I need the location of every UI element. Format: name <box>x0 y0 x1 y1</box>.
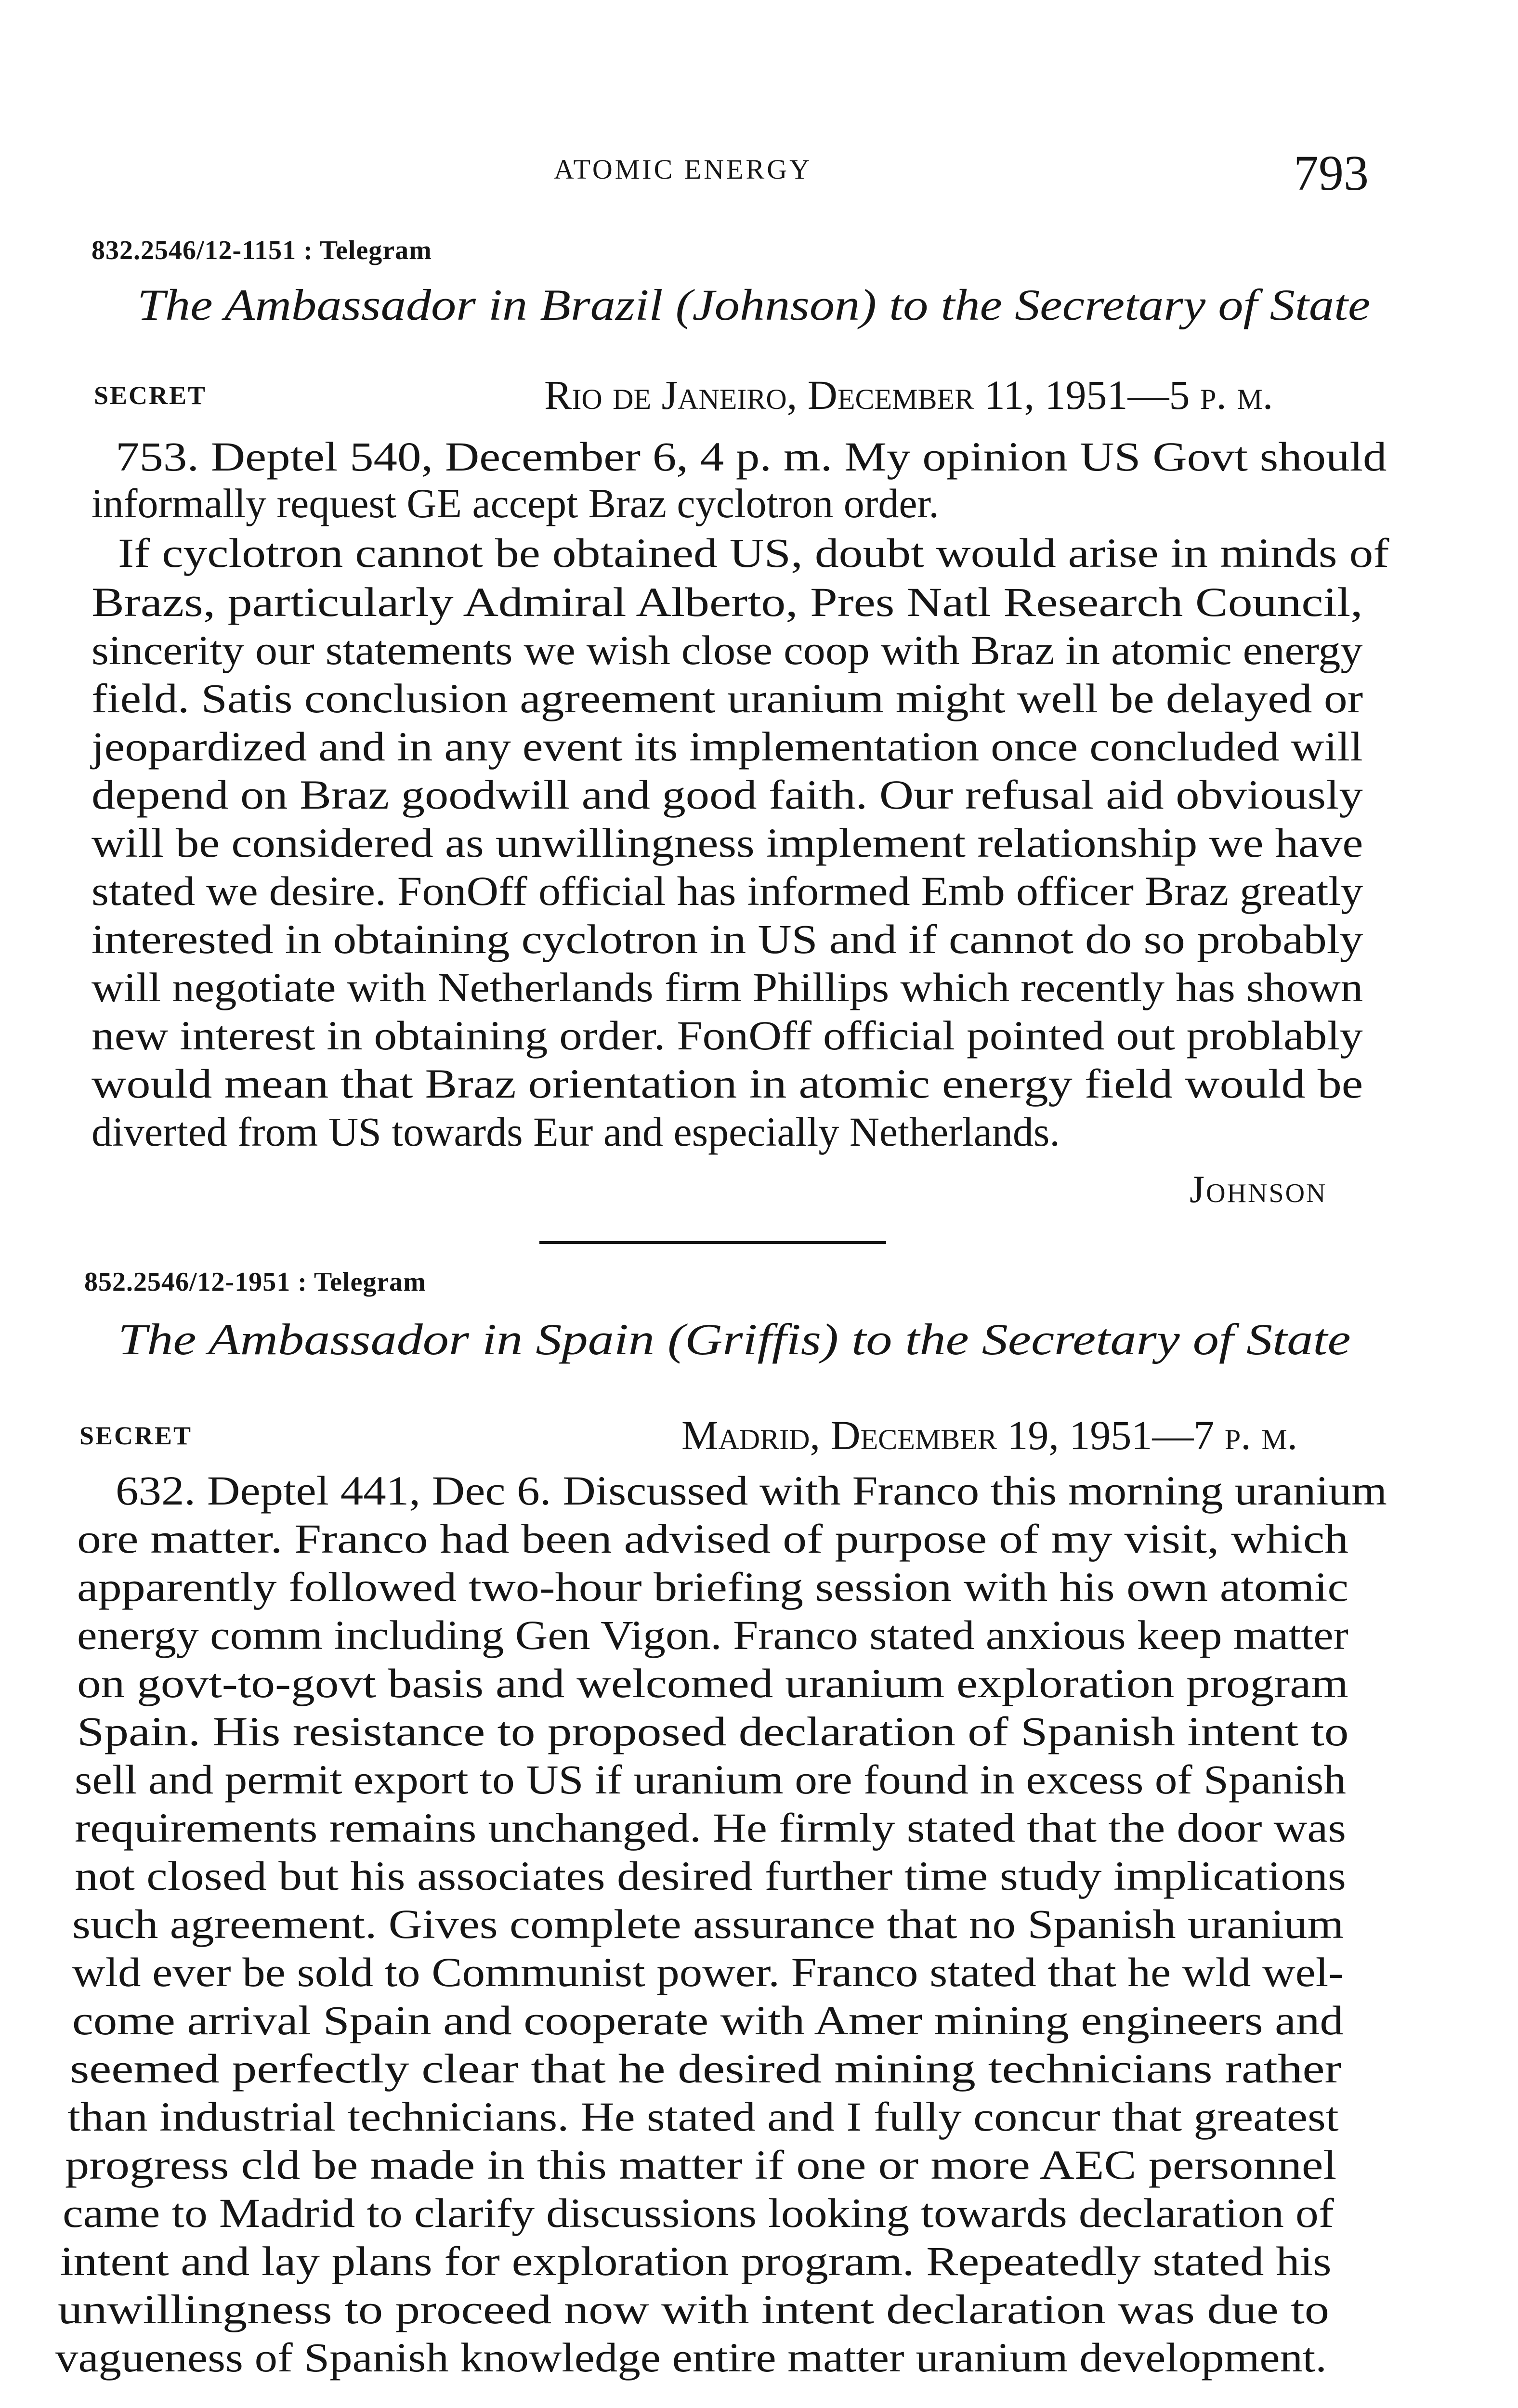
body-line: intent and lay plans for exploration program. Repeatedly stated his <box>60 2238 1332 2284</box>
body-line: Spain. His resistance to proposed declaration of Spanish intent to <box>77 1708 1349 1754</box>
file-reference: 832.2546/12-1151 : Telegram <box>92 236 432 265</box>
body-line: 632. Deptel 441, Dec 6. Discussed with Franco this morning uranium <box>116 1467 1387 1514</box>
body-line: 753. Deptel 540, December 6, 4 p. m. My opinion US Govt should <box>116 433 1387 480</box>
page-number: 793 <box>1294 145 1369 201</box>
body-line: interested in obtaining cyclotron in US and if cannot do so probably <box>92 916 1363 962</box>
body-line: such agreement. Gives complete assurance that no Spanish uranium <box>72 1901 1344 1947</box>
classification: SECRET <box>79 1421 193 1450</box>
body-line: informally request GE accept Braz cyclotron order. <box>92 480 939 526</box>
body-line: requirements remains unchanged. He firmly stated that the door was <box>75 1805 1346 1851</box>
dateline: Rio de Janeiro, December 11, 1951—5 p. m. <box>544 372 1273 418</box>
dateline: Madrid, December 19, 1951—7 p. m. <box>681 1412 1298 1458</box>
body-line: energy comm including Gen Vigon. Franco stated anxious keep matter <box>77 1612 1348 1658</box>
body-line: vagueness of Spanish knowledge entire matter uranium development. <box>55 2334 1327 2381</box>
body-line: apparently followed two-hour briefing session with his own atomic <box>77 1564 1349 1610</box>
body-line: on govt-to-govt basis and welcomed uranium exploration program <box>77 1660 1348 1706</box>
body-line: Brazs, particularly Admiral Alberto, Pres Natl Research Council, <box>92 579 1363 625</box>
body-line: wld ever be sold to Communist power. Franco stated that he wld wel- <box>72 1949 1344 1995</box>
running-head: ATOMIC ENERGY <box>554 154 812 185</box>
document-title: The Ambassador in Brazil (Johnson) to the Secretary of State <box>137 280 1371 329</box>
body-line: will be considered as unwillingness implement relationship we have <box>92 820 1363 866</box>
body-line: If cyclotron cannot be obtained US, doubt would arise in minds of <box>118 530 1389 576</box>
body-line: field. Satis conclusion agreement uranium might well be delayed or <box>92 675 1363 721</box>
body-line: ore matter. Franco had been advised of purpose of my visit, which <box>77 1516 1349 1562</box>
body-line: came to Madrid to clarify discussions looking towards declaration of <box>63 2190 1334 2236</box>
classification: SECRET <box>94 381 207 410</box>
body-line: progress cld be made in this matter if one or more AEC personnel <box>65 2142 1337 2188</box>
body-line: jeopardized and in any event its implementation once concluded will <box>92 723 1363 770</box>
body-line: unwillingness to proceed now with intent declaration was due to <box>58 2286 1329 2332</box>
body-line: come arrival Spain and cooperate with Amer mining engineers and <box>72 1997 1344 2043</box>
body-line: not closed but his associates desired further time study implications <box>75 1853 1346 1899</box>
body-line: will negotiate with Netherlands firm Phillips which recently has shown <box>92 964 1363 1010</box>
body-line: sincerity our statements we wish close coop with Braz in atomic energy <box>92 627 1363 673</box>
body-line: stated we desire. FonOff official has informed Emb officer Braz greatly <box>92 868 1363 914</box>
body-line: depend on Braz goodwill and good faith. Our refusal aid obviously <box>92 772 1363 818</box>
body-line: than industrial technicians. He stated and I fully concur that greatest <box>67 2094 1339 2140</box>
section-divider <box>539 1241 886 1244</box>
body-line: seemed perfectly clear that he desired mining technicians rather <box>70 2045 1341 2092</box>
body-line: sell and permit export to US if uranium ore found in excess of Spanish <box>75 1756 1347 1803</box>
body-line: would mean that Braz orientation in atomic energy field would be <box>92 1060 1363 1107</box>
body-line: diverted from US towards Eur and especially Netherlands. <box>92 1109 1060 1155</box>
file-reference: 852.2546/12-1951 : Telegram <box>84 1267 426 1297</box>
document-title: The Ambassador in Spain (Griffis) to the Secretary of State <box>118 1315 1351 1364</box>
signature: Johnson <box>1190 1168 1327 1211</box>
body-line: new interest in obtaining order. FonOff official pointed out problably <box>92 1012 1363 1059</box>
